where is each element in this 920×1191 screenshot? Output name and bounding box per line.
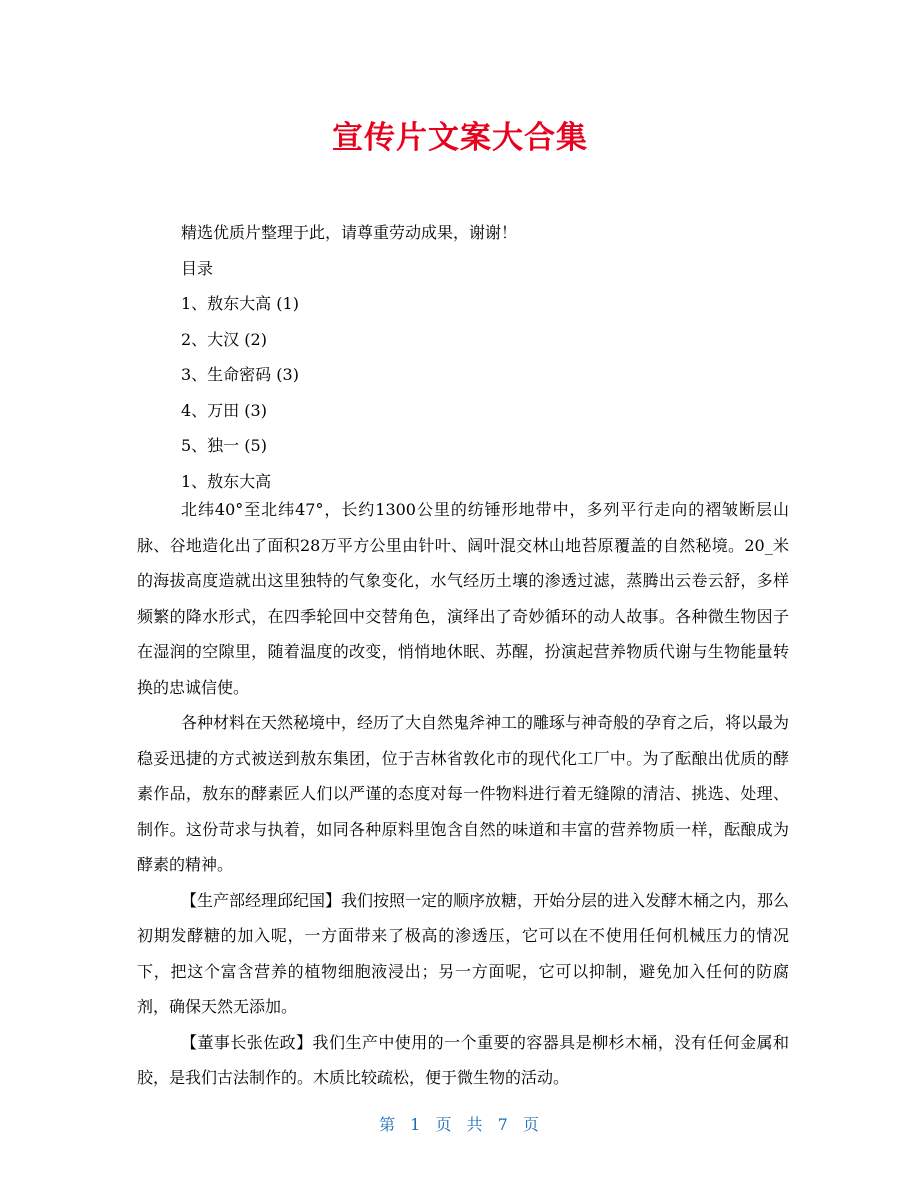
table-of-contents — [181, 215, 517, 499]
toc-item: 4、万田 (3) — [181, 400, 267, 420]
notice-line: 精选优质片整理于此，请尊重劳动成果，谢谢！ — [181, 223, 518, 242]
toc-item: 1、敖东大高 (1) — [181, 294, 299, 313]
toc-item: 3、生命密码 (3) — [181, 365, 299, 384]
document-title: 宣传片文案大合集 — [332, 120, 588, 156]
paragraph: 各种材料在天然秘境中，经历了大自然鬼斧神工的雕琢与神奇般的孕育之后，将以最为稳妥迅捷的方式被送到敖东集团，位于吉林省敦化市的现代化工厂中。为了酝酿出优质的酵素作品，敖东的酵素匠人们以严谨的态度对每一件物料进行着无缝隙的清洁、挑选、处理、制作。这份苛求与执着，如同各种原料里饱含自然的味道和丰富的营养物质一样，酝酿成为酵素的精神。 — [137, 713, 790, 874]
paragraph: 【生产部经理邱纪国】我们按照一定的顺序放糖，开始分层的进入发酵木桶之内，那么初期发酵糖的加入呢，一方面带来了极高的渗透压，它可以在不使用任何机械压力的情况下，把这个富含营养的植物细胞液浸出；另一方面呢，它可以抑制，避免加入任何的防腐剂，确保天然无添加。 — [137, 890, 790, 1016]
page-footer: 第 1 页 共 7 页 — [379, 1115, 541, 1134]
body-text — [137, 492, 789, 1096]
section-heading: 1、敖东大高 — [181, 471, 272, 491]
paragraph: 【董事长张佐政】我们生产中使用的一个重要的容器具是柳杉木桶，没有任何金属和胶，是我们古法制作的。木质比较疏松，便于微生物的活动。 — [137, 1032, 789, 1087]
toc-heading: 目录 — [181, 258, 214, 278]
paragraph: 北纬40°至北纬47°，长约1300公里的纺锤形地带中，多列平行走向的褶皱断层山脉、谷地造化出了面积28万平方公里由针叶、阔叶混交林山地苔原覆盖的自然秘境。20_米的海拔高度造就出这里独特的气象变化，水气经历土壤的渗透过滤，蒸腾出云卷云舒，多样频繁的降水形式，在四季轮回中交替角色，演绎出了奇妙循环的动人故事。各种微生物因子在湿润的空隙里，随着温度的改变，悄悄地休眠、苏醒，扮演起营养物质代谢与生物能量转换的忠诚信使。 — [137, 500, 789, 697]
toc-item: 2、大汉 (2) — [181, 329, 267, 349]
toc-item: 5、独一 (5) — [181, 436, 267, 455]
